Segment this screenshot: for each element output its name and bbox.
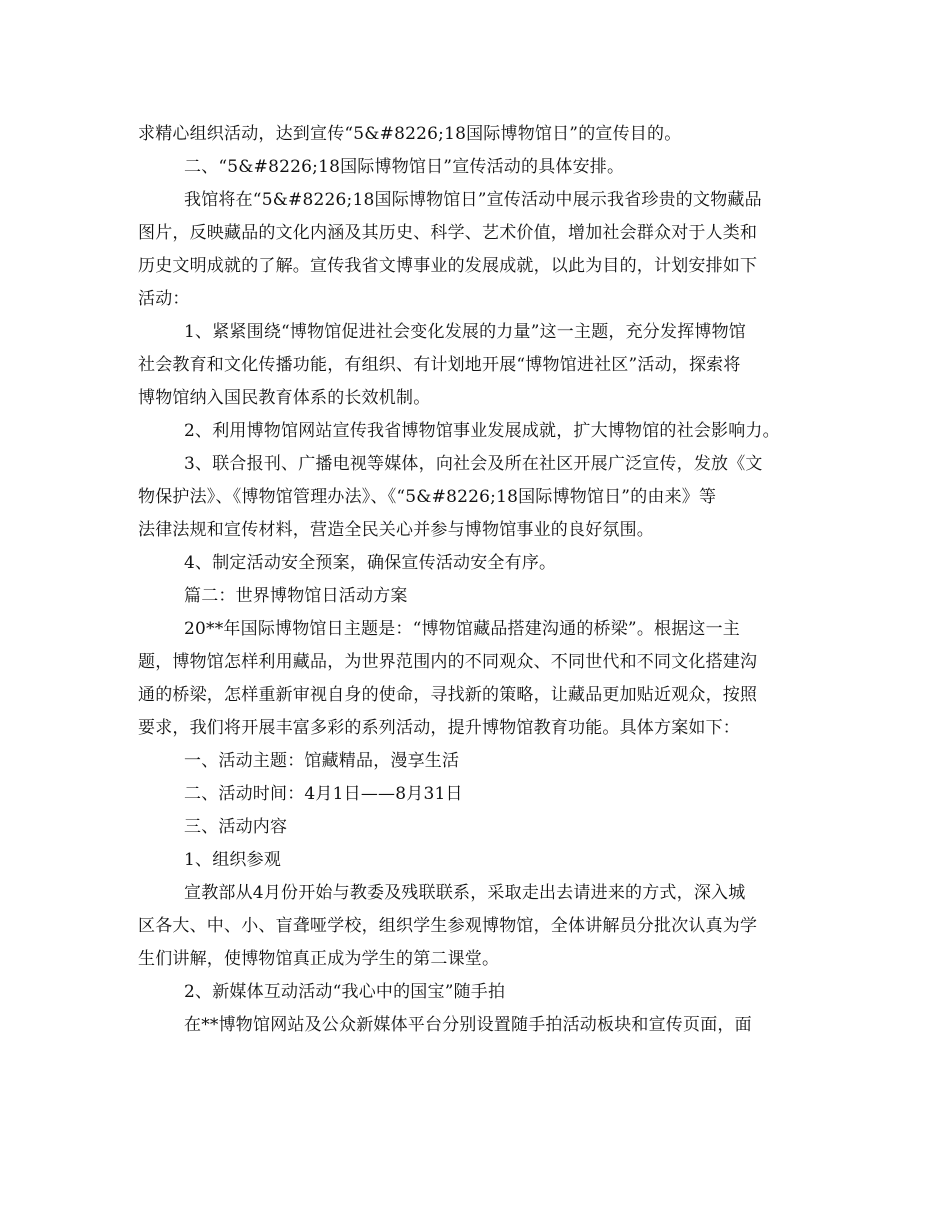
text-line: 图片，反映藏品的文化内涵及其历史、科学、艺术价值，增加社会群众对于人类和 <box>138 223 758 243</box>
text-line: 历史文明成就的了解。宣传我省文博事业的发展成就，以此为目的，计划安排如下 <box>138 256 758 276</box>
text-line: 物保护法》、《博物馆管理办法》、《“5&#8226;18国际博物馆日”的由来》等 <box>138 487 717 507</box>
text-line: 题，博物馆怎样利用藏品，为世界范围内的不同观众、不同世代和不同文化搭建沟 <box>138 652 758 672</box>
list-item: 2、新媒体互动活动“我心中的国宝”随手拍 <box>184 982 506 1002</box>
text-line: 求精心组织活动，达到宣传“5&#8226;18国际博物馆日”的宣传目的。 <box>138 124 682 144</box>
text-line: 区各大、中、小、盲聋哑学校，组织学生参观博物馆，全体讲解员分批次认真为学 <box>138 916 758 936</box>
text-line: 社会教育和文化传播功能，有组织、有计划地开展“博物馆进社区”活动，探索将 <box>138 355 741 375</box>
text-line: 宣教部从4月份开始与教委及残联联系，采取走出去请进来的方式，深入城 <box>184 883 746 903</box>
section-heading: 二、活动时间：4月1日——8月31日 <box>184 784 463 804</box>
text-line: 在**博物馆网站及公众新媒体平台分别设置随手拍活动板块和宣传页面，面 <box>184 1015 752 1035</box>
document-body <box>138 118 818 1042</box>
text-line: 博物馆纳入国民教育体系的长效机制。 <box>138 388 431 408</box>
chapter-heading: 篇二：世界博物馆日活动方案 <box>184 586 408 606</box>
list-item: 1、组织参观 <box>184 850 282 870</box>
list-item: 2、利用博物馆网站宣传我省博物馆事业发展成就，扩大博物馆的社会影响力。 <box>184 421 780 441</box>
list-item: 3、联合报刊、广播电视等媒体，向社会及所在社区开展广泛宣传，发放《文 <box>184 454 763 474</box>
text-line: 我馆将在“5&#8226;18国际博物馆日”宣传活动中展示我省珍贵的文物藏品 <box>184 190 762 210</box>
list-item: 1、紧紧围绕“博物馆促进社会变化发展的力量”这一主题，充分发挥博物馆 <box>184 322 746 342</box>
text-line: 要求，我们将开展丰富多彩的系列活动，提升博物馆教育功能。具体方案如下： <box>138 718 740 738</box>
text-line: 通的桥梁，怎样重新审视自身的使命，寻找新的策略，让藏品更加贴近观众，按照 <box>138 685 758 705</box>
list-item: 4、制定活动安全预案，确保宣传活动安全有序。 <box>184 553 557 573</box>
text-line: 20**年国际博物馆日主题是：“博物馆藏品搭建沟通的桥梁”。根据这一主 <box>184 619 741 639</box>
text-line: 法律法规和宣传材料，营造全民关心并参与博物馆事业的良好氛围。 <box>138 520 654 540</box>
section-heading: 一、活动主题：馆藏精品，漫享生活 <box>184 751 460 771</box>
text-line: 活动： <box>138 289 190 309</box>
section-heading: 三、活动内容 <box>184 817 288 837</box>
section-heading: 二、“5&#8226;18国际博物馆日”宣传活动的具体安排。 <box>184 157 625 177</box>
text-line: 生们讲解，使博物馆真正成为学生的第二课堂。 <box>138 949 500 969</box>
